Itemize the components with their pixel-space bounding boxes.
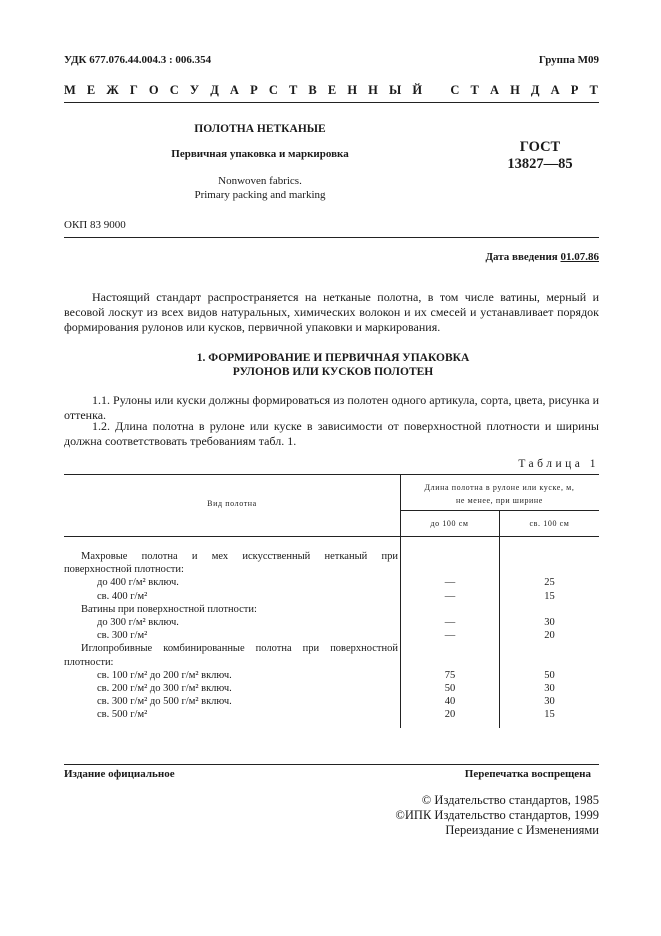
table-cell-upto-100: 20	[444, 709, 456, 721]
english-title-line2: Primary packing and marking	[194, 189, 326, 201]
table-row	[64, 669, 599, 682]
table-cell-type: плотности:	[64, 656, 114, 668]
document-title: ПОЛОТНА НЕТКАНЫЕ	[194, 123, 326, 135]
reprint-note: Перепечатка воспрещена	[464, 768, 591, 780]
table-cell-over-100: 50	[544, 669, 555, 681]
section-heading-line1: 1. ФОРМИРОВАНИЕ И ПЕРВИЧНАЯ УПАКОВКА	[196, 352, 470, 364]
table-row	[64, 656, 599, 669]
gost-number	[495, 139, 585, 173]
reissue-line: Переиздание с Изменениями	[445, 823, 599, 837]
table-row	[64, 603, 599, 616]
heading-letter: М	[64, 83, 76, 97]
heading-letter: Р	[250, 83, 258, 97]
table-top-line	[64, 474, 599, 475]
col-header-type: Вид полотна	[207, 499, 257, 508]
table-cell-over-100: 30	[544, 696, 555, 708]
table-cell-upto-100: 75	[444, 669, 456, 681]
table-1	[64, 474, 599, 728]
heading-letter: Д	[210, 83, 219, 97]
table-cell-over-100: 30	[544, 683, 555, 694]
heading-letter: Т	[470, 83, 479, 97]
copyright-line-2: ©ИПК Издательство стандартов, 1999	[395, 808, 599, 822]
table-cell-type: св. 300 г/м² до 500 г/м² включ.	[97, 696, 232, 708]
paragraph-1-2: 1.2. Длина полотна в рулоне или куске в зависимости от поверхностной плотности и ширины должна соответствовать требованиям табл. 1.	[64, 419, 599, 448]
table-row	[64, 563, 599, 576]
heading-letter: Т	[589, 83, 598, 97]
heading-letter: А	[489, 83, 499, 97]
table-cell-upto-100: 50	[444, 683, 456, 694]
section-heading	[100, 351, 566, 379]
table-cell-type: св. 300 г/м²	[97, 630, 148, 642]
heading-letter: Г	[129, 83, 138, 97]
english-title-line1: Nonwoven fabrics.	[218, 175, 302, 187]
table-label: Таблица 1	[518, 458, 599, 470]
udk-code: УДК 677.076.44.004.3 : 006.354	[64, 54, 212, 66]
gost-label: ГОСТ	[519, 139, 561, 155]
table-row	[64, 590, 599, 603]
table-cell-upto-100: 40	[444, 696, 456, 708]
heading-letter: С	[169, 83, 179, 97]
heading-letter: Н	[347, 83, 358, 97]
col-header-length	[400, 481, 599, 507]
table-cell-over-100: 15	[544, 709, 555, 721]
col-header-length-line1: Длина полотна в рулоне или куске, м,	[424, 483, 575, 492]
table-row	[64, 708, 599, 721]
table-cell-type: Ватины при поверхностной плотности:	[81, 603, 257, 615]
table-cell-type: до 300 г/м² включ.	[97, 617, 179, 628]
heading-letter: С	[450, 83, 460, 97]
heading-letter: С	[268, 83, 278, 97]
heading-letter: О	[148, 83, 159, 97]
gost-code: 13827—85	[507, 156, 573, 172]
table-row	[64, 550, 599, 563]
table-row	[64, 629, 599, 642]
heading-letter: Ж	[106, 83, 119, 97]
heading-letter: А	[550, 83, 560, 97]
table-cell-upto-100: —	[444, 577, 456, 589]
table-cell-over-100: 15	[544, 590, 555, 602]
heading-letter: Н	[368, 83, 378, 97]
table-row	[64, 642, 599, 655]
table-cell-type: св. 400 г/м²	[97, 590, 148, 602]
table-row	[64, 695, 599, 708]
intro-paragraph: Настоящий стандарт распространяется на нетканые полотна, в том числе ватины, мерный и весовой лоскут из всех видов натуральных, химических волокон и их смесей и устанавливает порядок формирования рулонов или кусков, первичной упаковки и маркирования.	[64, 290, 599, 334]
heading-letter: В	[308, 83, 317, 97]
col-header-length-line2: не менее, при ширине	[456, 496, 543, 505]
heading-letter: Й	[412, 83, 423, 97]
col-header-upto-100: до 100 см	[430, 519, 469, 528]
standard-type-heading	[64, 83, 598, 98]
footer-rule	[64, 764, 599, 765]
table-cell-type: поверхностной плотности:	[64, 564, 184, 576]
table-cell-upto-100: —	[444, 590, 456, 602]
col-header-over-100: св. 100 см	[529, 519, 570, 528]
document-subtitle: Первичная упаковка и маркировка	[171, 148, 349, 160]
group-code: Группа М09	[538, 54, 599, 66]
heading-letter: Т	[288, 83, 298, 97]
intro-date-value: 01.07.86	[560, 251, 599, 263]
intro-date-label: Дата введения	[485, 251, 558, 263]
english-title	[130, 174, 390, 202]
heading-letter	[433, 83, 439, 98]
table-row	[64, 576, 599, 589]
table-cell-type: до 400 г/м² включ.	[97, 577, 179, 589]
table-cell-type: Иглопробивные комбинированные полотна при поверхностной	[81, 643, 398, 655]
middle-rule	[64, 237, 599, 238]
intro-date	[485, 251, 599, 263]
table-cell-over-100: 30	[544, 617, 555, 628]
heading-letter: Е	[327, 83, 337, 97]
table-cell-type: Махровые полотна и мех искусственный нетканый при	[81, 551, 398, 562]
table-cell-over-100: 20	[544, 630, 555, 642]
okp-code: ОКП 83 9000	[64, 219, 126, 231]
table-row	[64, 682, 599, 695]
heading-letter: Е	[86, 83, 96, 97]
table-header-line	[64, 536, 599, 537]
heading-letter: Д	[530, 83, 540, 97]
table-cell-type: св. 200 г/м² до 300 г/м² включ.	[97, 683, 232, 694]
top-rule	[64, 102, 599, 103]
heading-letter: Ы	[389, 83, 402, 97]
heading-letter: У	[189, 83, 200, 97]
paragraph-1-1: 1.1. Рулоны или куски должны формироваться из полотен одного артикула, сорта, цвета, рисунка и оттенка.	[64, 393, 599, 422]
heading-letter: Н	[510, 83, 520, 97]
heading-letter: А	[229, 83, 239, 97]
table-cell-type: св. 500 г/м²	[97, 709, 148, 721]
edition-note: Издание официальное	[64, 768, 175, 780]
table-row	[64, 616, 599, 629]
copyright-line-1: © Издательство стандартов, 1985	[421, 793, 599, 807]
section-heading-line2: РУЛОНОВ ИЛИ КУСКОВ ПОЛОТЕН	[232, 366, 434, 378]
table-cell-upto-100: —	[444, 617, 456, 628]
heading-letter: Р	[570, 83, 579, 97]
copyright-block	[395, 793, 599, 838]
table-cell-upto-100: —	[444, 630, 456, 642]
table-cell-type: св. 100 г/м² до 200 г/м² включ.	[97, 669, 232, 681]
table-cell-over-100: 25	[544, 577, 555, 589]
